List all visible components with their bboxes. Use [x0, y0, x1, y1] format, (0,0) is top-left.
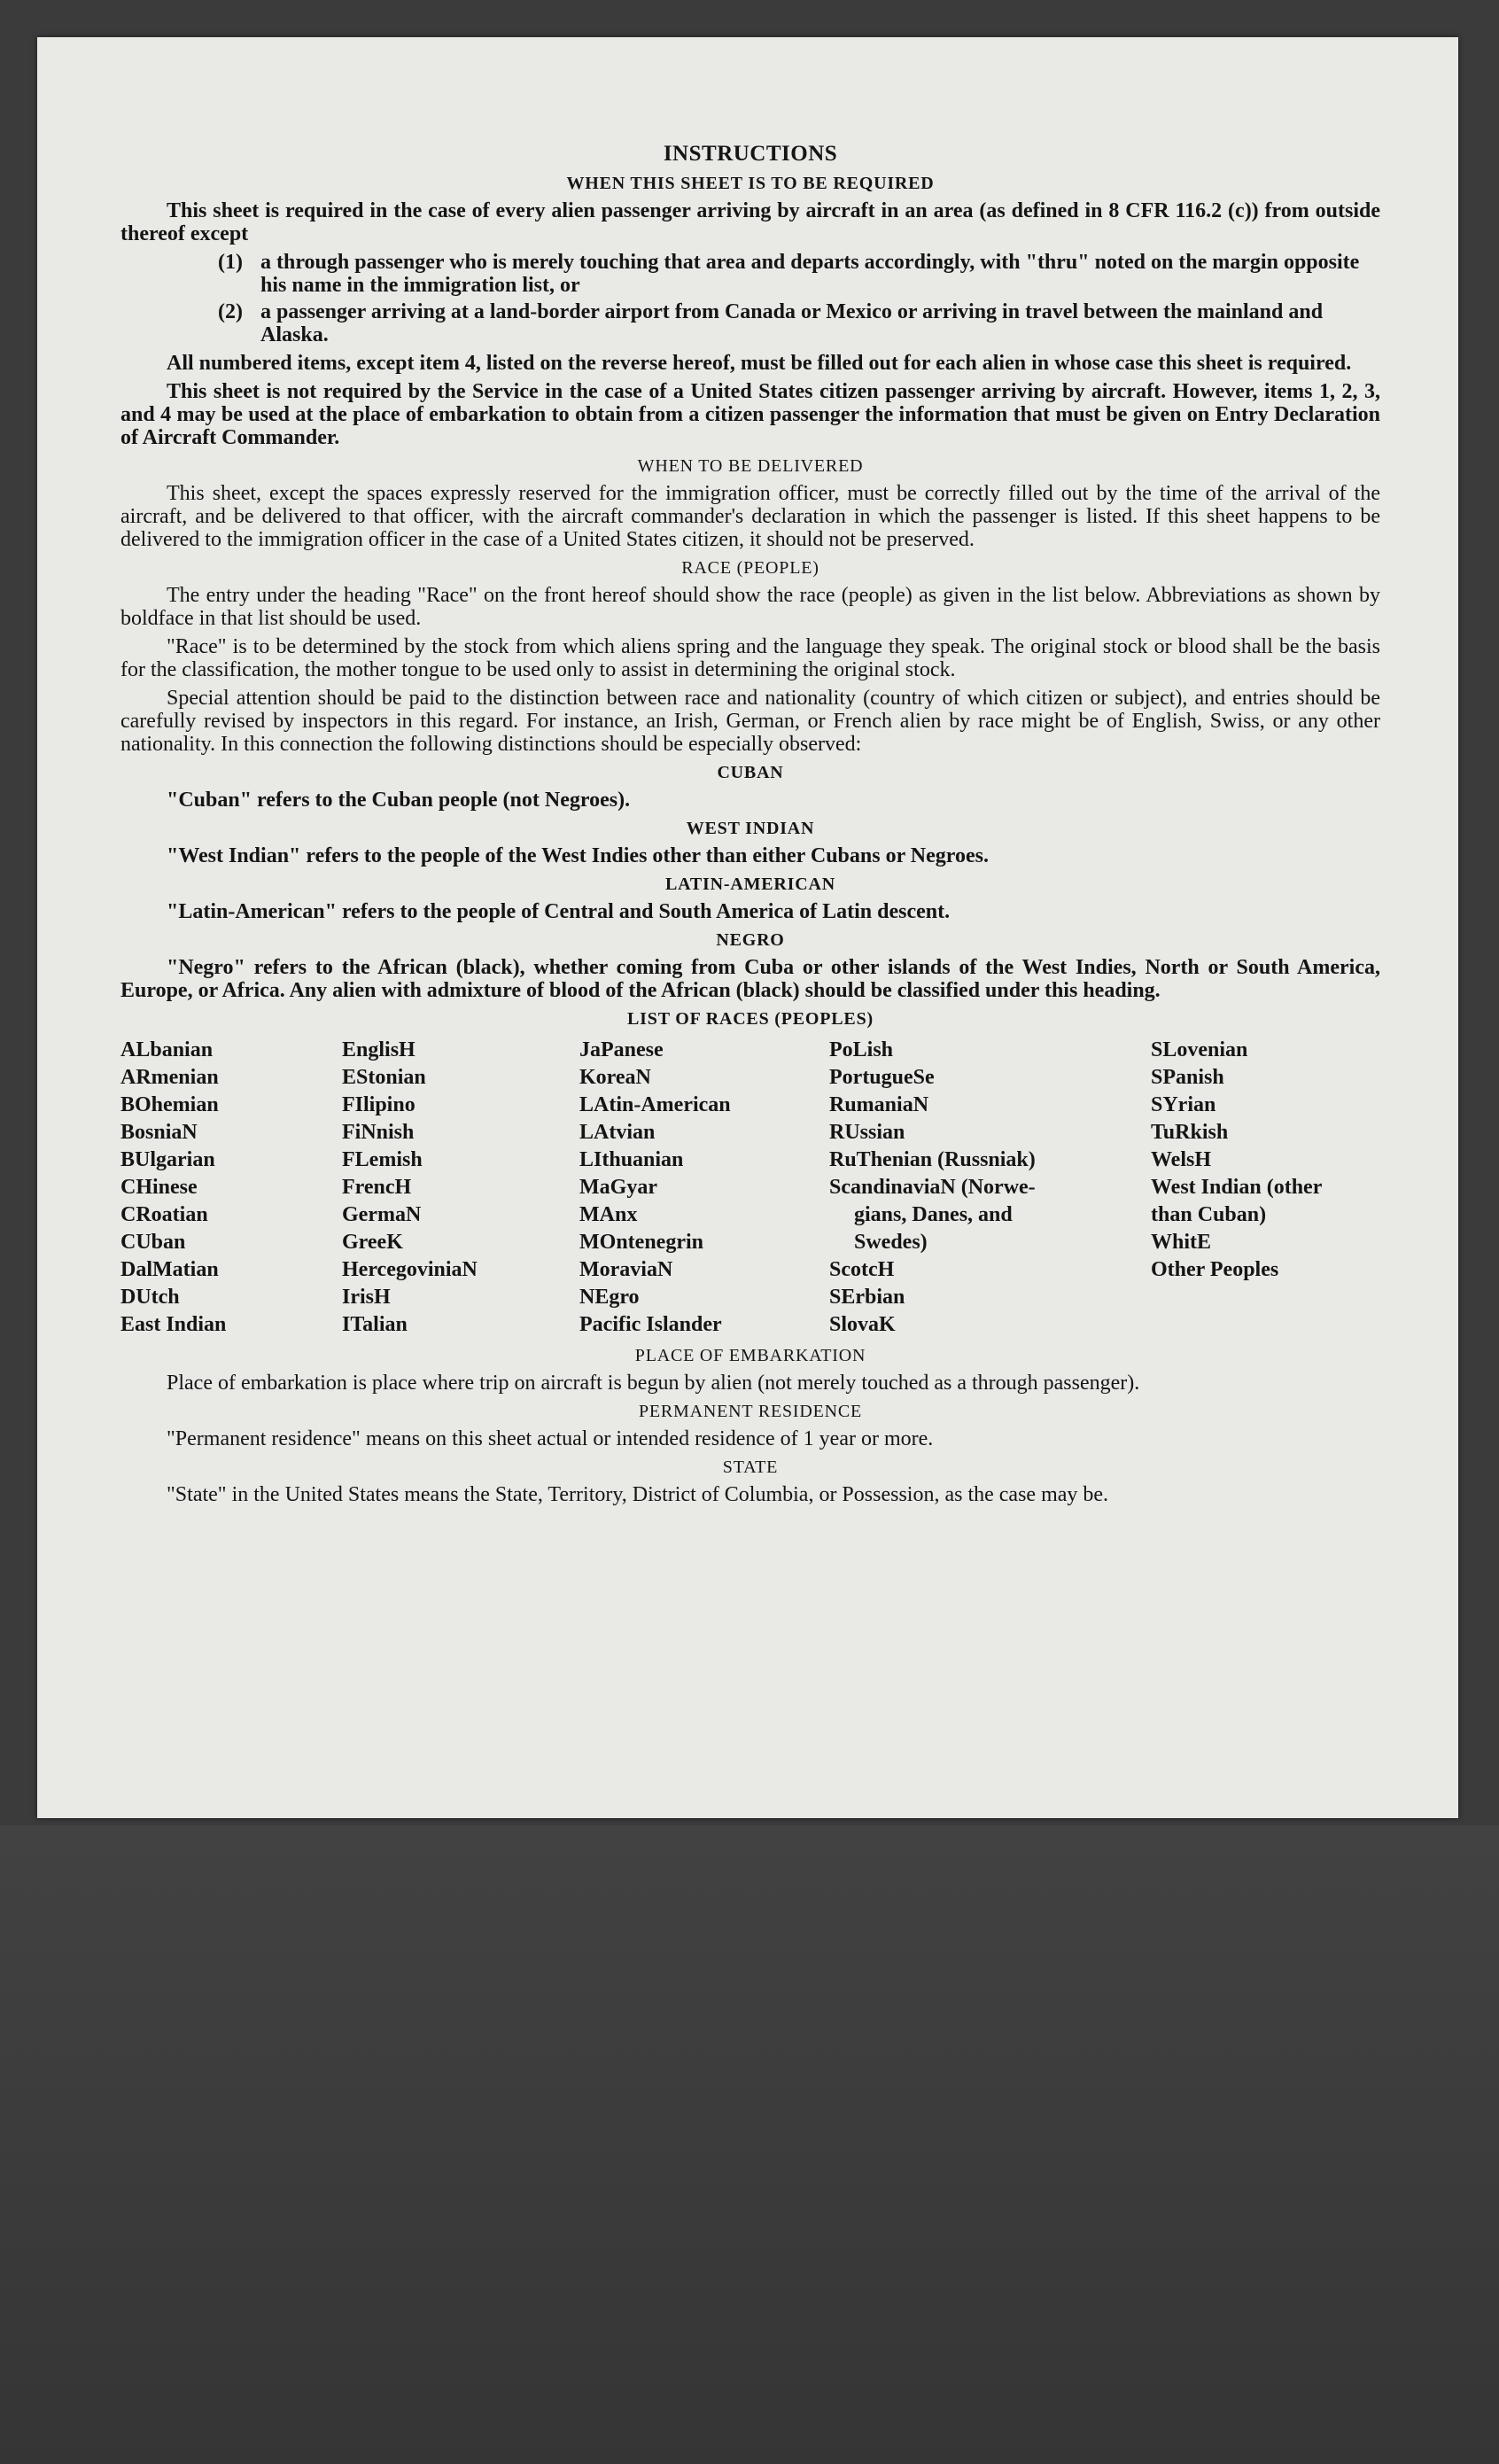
list-item: BOhemian [120, 1093, 219, 1116]
list-item: MoraviaN [579, 1258, 673, 1281]
list-item: East Indian [120, 1313, 227, 1336]
list-item: WelsH [1151, 1148, 1212, 1171]
list-item: WhitE [1151, 1231, 1212, 1254]
list-item: FiNnish [342, 1121, 415, 1144]
heading-cuban: CUBAN [717, 763, 784, 782]
list-item: CUban [120, 1231, 186, 1254]
list-item: NEgro [579, 1286, 640, 1309]
heading-state: STATE [722, 1457, 779, 1477]
list-item: (1) a through passenger who is merely touching that area and departs accordingly, with "thru" noted on the margin opposite his name in the immigration list, or [218, 251, 1360, 297]
list-item: BUlgarian [120, 1148, 215, 1171]
list-item: GermaN [342, 1203, 422, 1226]
paragraph-west-indian: "West Indian" refers to the people of the West Indies other than either Cubans or Negroes. [167, 844, 989, 867]
paragraph-race-2: "Race" is to be determined by the stock from which aliens spring and the language they speak. The original stock or blood shall be the basis for the classification, the mother tongue to be used only to assist in determining the original stock. [120, 635, 1380, 681]
list-item: EnglisH [342, 1038, 416, 1061]
list-item: CHinese [120, 1176, 198, 1199]
paragraph-cuban: "Cuban" refers to the Cuban people (not Negroes). [167, 789, 631, 812]
heading-west-indian: WEST INDIAN [686, 819, 815, 838]
list-item: ARmenian [120, 1066, 219, 1089]
races-column-2 [342, 1037, 579, 1339]
list-item: BosniaN [120, 1121, 198, 1144]
races-column-5 [1151, 1037, 1379, 1339]
list-item: MaGyar [579, 1176, 657, 1199]
list-item: SLovenian [1151, 1038, 1248, 1061]
races-column-4 [829, 1037, 1151, 1339]
paragraph-state: "State" in the United States means the State, Territory, District of Columbia, or Possession, as the case may be. [167, 1483, 1109, 1506]
list-item: TuRkish [1151, 1121, 1229, 1144]
list-item: FLemish [342, 1148, 423, 1171]
paragraph-negro: "Negro" refers to the African (black), whether coming from Cuba or other islands of the West Indies, North or South America, Europe, or Africa. Any alien with admixture of blood of the African (black) should be classified under this heading. [120, 956, 1380, 1002]
paragraph-when-required-intro: This sheet is required in the case of every alien passenger arriving by aircraft in an area (as defined in 8 CFR 116.2 (c)) from outside thereof except [120, 199, 1380, 245]
list-item: RUssian [829, 1121, 905, 1144]
list-item: ScandinaviaN (Norwe- [829, 1176, 1036, 1199]
list-item: JaPanese [579, 1038, 664, 1061]
exceptions-list [120, 251, 1380, 346]
list-item: PortugueSe [829, 1066, 935, 1089]
paragraph-residence: "Permanent residence" means on this sheet actual or intended residence of 1 year or more. [167, 1427, 934, 1450]
list-item: ScotcH [829, 1258, 895, 1281]
list-item: LIthuanian [579, 1148, 684, 1171]
list-item: LAtvian [579, 1121, 656, 1144]
list-item: SPanish [1151, 1066, 1224, 1089]
scan-background [0, 1825, 1499, 2464]
list-item: FIlipino [342, 1093, 416, 1116]
list-item: RumaniaN [829, 1093, 929, 1116]
list-item: ALbanian [120, 1038, 214, 1061]
races-column-1 [120, 1037, 342, 1339]
list-item: Other Peoples [1151, 1258, 1279, 1281]
heading-list-of-races: LIST OF RACES (PEOPLES) [627, 1009, 874, 1029]
list-item: ITalian [342, 1313, 408, 1336]
list-item: gians, Danes, and [854, 1203, 1013, 1226]
paragraph-numbered-items: All numbered items, except item 4, listed on the reverse hereof, must be filled out for each alien in whose case this sheet is required. [167, 352, 1352, 375]
paragraph-citizen: This sheet is not required by the Service in the case of a United States citizen passenger arriving by aircraft. However, items 1, 2, 3, and 4 may be used at the place of embarkation to obtain from a citizen passenger the information that must be given on Entry Declaration of Aircraft Commander. [120, 380, 1380, 449]
list-item: EStonian [342, 1066, 426, 1089]
paragraph-race-3: Special attention should be paid to the distinction between race and nationality (country of which citizen or subject), and entries should be carefully revised by inspectors in this regard. For instance, an Irish, German, or French alien by race might be of English, Swiss, or any other nationality. In this connection the following distinctions should be especially observed: [120, 687, 1380, 756]
list-item: FrencH [342, 1176, 412, 1199]
heading-latin-american: LATIN-AMERICAN [665, 874, 835, 894]
list-item: SYrian [1151, 1093, 1216, 1116]
list-item: DUtch [120, 1286, 180, 1309]
list-item: GreeK [342, 1231, 403, 1254]
list-item: CRoatian [120, 1203, 208, 1226]
list-item: MAnx [579, 1203, 638, 1226]
paragraph-latin-american: "Latin-American" refers to the people of Central and South America of Latin descent. [167, 900, 951, 923]
list-item: (2) a passenger arriving at a land-border airport from Canada or Mexico or arriving in travel between the mainland and Alaska. [218, 300, 1324, 346]
list-item: HercegoviniaN [342, 1258, 478, 1281]
list-item: Pacific Islander [579, 1313, 722, 1336]
list-item: SlovaK [829, 1313, 896, 1336]
heading-residence: PERMANENT RESIDENCE [638, 1402, 863, 1421]
heading-when-delivered: WHEN TO BE DELIVERED [637, 456, 864, 476]
heading-embarkation: PLACE OF EMBARKATION [634, 1346, 866, 1365]
document-page [37, 37, 1458, 1818]
races-column-3 [579, 1037, 829, 1339]
list-item: Swedes) [854, 1231, 928, 1254]
page-title: INSTRUCTIONS [663, 142, 838, 166]
list-item: West Indian (other [1151, 1176, 1323, 1199]
list-item: RuThenian (Russniak) [829, 1148, 1036, 1171]
list-item: KoreaN [579, 1066, 651, 1089]
heading-race: RACE (PEOPLE) [681, 558, 819, 578]
paragraph-embarkation: Place of embarkation is place where trip on aircraft is begun by alien (not merely touched as a through passenger). [167, 1372, 1140, 1395]
list-item: MOntenegrin [579, 1231, 703, 1254]
list-item: PoLish [829, 1038, 894, 1061]
paragraph-when-delivered: This sheet, except the spaces expressly reserved for the immigration officer, must be correctly filled out by the time of the arrival of the aircraft, and be delivered to that officer, with the aircraft commander's declaration in which the passenger is listed. If this sheet happens to be delivered to the immigration officer in the case of a United States citizen, it should not be preserved. [120, 482, 1380, 551]
list-item: than Cuban) [1151, 1203, 1267, 1226]
list-item: LAtin-American [579, 1093, 731, 1116]
list-item: IrisH [342, 1286, 391, 1309]
paragraph-race-1: The entry under the heading "Race" on the front hereof should show the race (people) as given in the list below. Abbreviations as shown by boldface in that list should be used. [120, 584, 1380, 630]
list-item: DalMatian [120, 1258, 219, 1281]
heading-negro: NEGRO [716, 930, 785, 950]
races-list [120, 1037, 1380, 1339]
list-item: SErbian [829, 1286, 905, 1309]
heading-when-required: WHEN THIS SHEET IS TO BE REQUIRED [566, 174, 935, 193]
